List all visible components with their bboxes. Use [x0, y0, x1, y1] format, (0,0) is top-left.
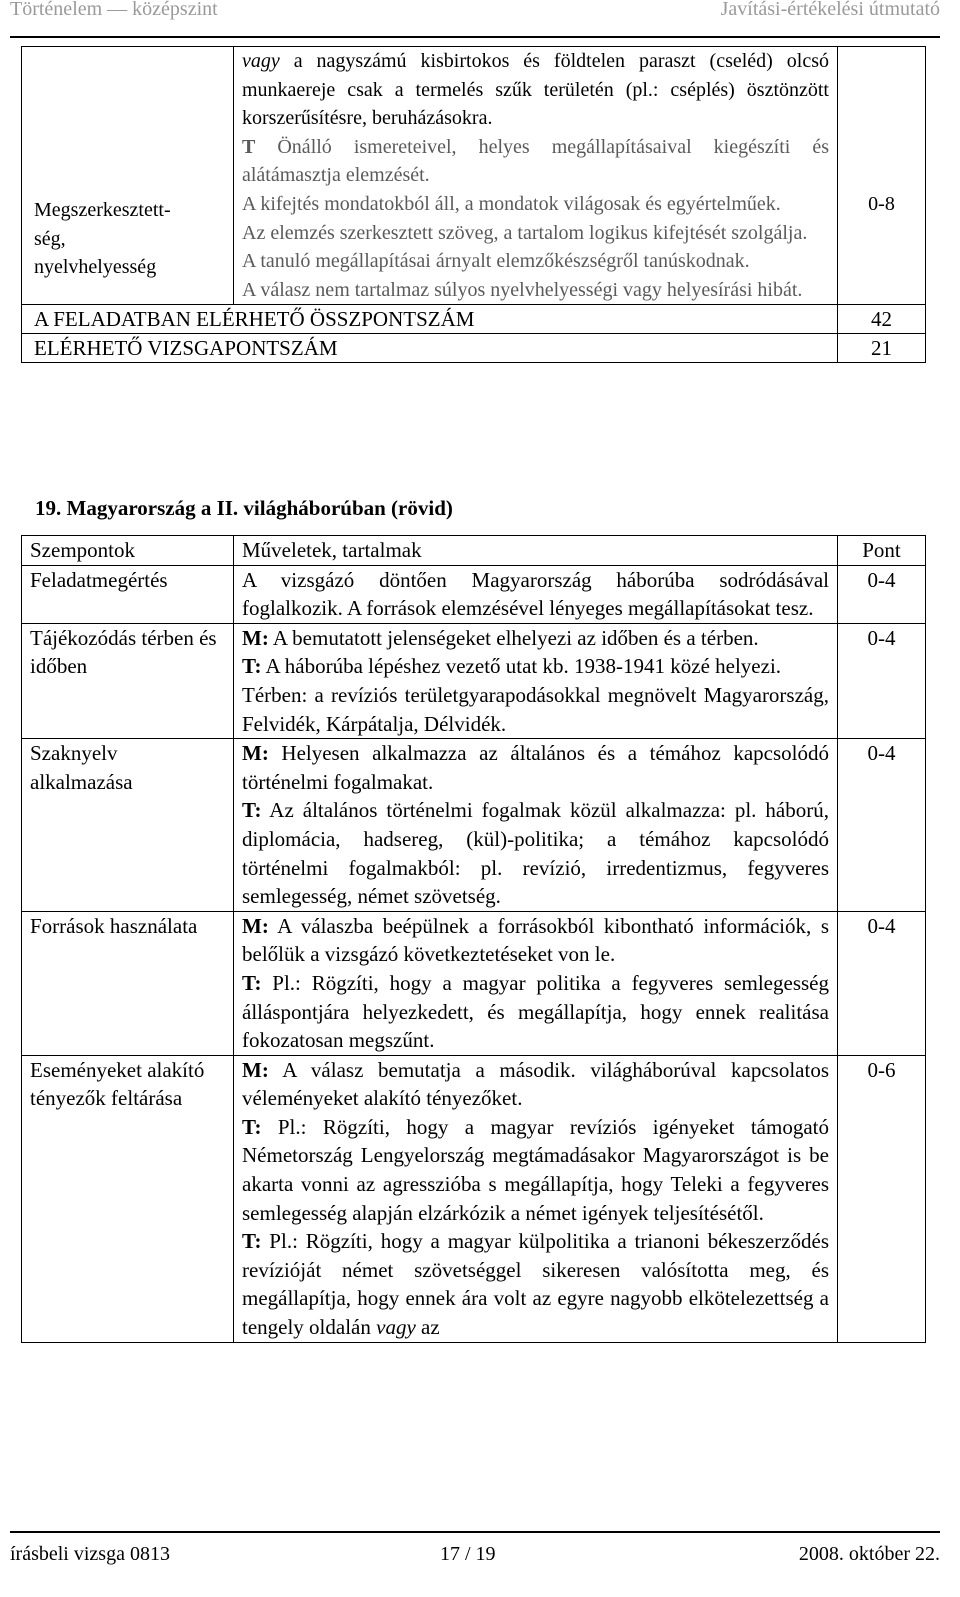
- content-paragraph: A vizsgázó döntően Magyarország háborúba sodródásával foglalkozik. A források elemzésével lényeges megállapításokat tesz.: [242, 567, 829, 621]
- content-paragraph: [242, 969, 829, 1055]
- criterion-item: Az elemzés szerkesztett szöveg, a tartalom logikus kifejtését szolgálja.: [242, 221, 808, 244]
- criterion-cell: [22, 739, 234, 912]
- content-paragraph: [242, 1056, 829, 1113]
- content-text: Helyesen alkalmazza az általános és a témához kapcsolódó történelmi fogalmakat.: [242, 741, 829, 794]
- criterion-label-line: Megszerkesztett-: [34, 198, 171, 221]
- table-row: [22, 565, 926, 623]
- max-task-points-label: A FELADATBAN ELÉRHETŐ ÖSSZPONTSZÁM: [34, 307, 475, 332]
- table-row: [22, 1055, 926, 1342]
- content-cell: [234, 911, 838, 1055]
- level-t-label: T:: [242, 798, 262, 823]
- answer-paragraph: [242, 47, 829, 133]
- footer-rule: [10, 1531, 940, 1533]
- level-t-label: T:: [242, 654, 262, 679]
- criterion-label: [22, 190, 234, 305]
- level-m-label: M:: [242, 913, 269, 938]
- section-title: 19. Magyarország a II. világháborúban (rövid): [35, 496, 453, 520]
- max-task-points-value: 42: [871, 307, 892, 332]
- points-value: 0-8: [868, 192, 895, 215]
- table-row: [22, 739, 926, 912]
- content-text: Az általános történelmi fogalmak közül alkalmazza: pl. háború, diplomácia, hadsereg, (kül)-politika; a témához kapcsolódó történelmi fogalmakból: pl. revízió, irredentizmus, fegyveres semlegesség, német szövetség.: [242, 798, 829, 909]
- criterion-cell: [22, 911, 234, 1055]
- empty-cell: [22, 47, 234, 190]
- content-text: az: [415, 1315, 440, 1340]
- answer-paragraph: [242, 133, 829, 190]
- level-m-label: M:: [242, 1057, 269, 1082]
- content-text: A válaszba beépülnek a forrásokból kibontható információk, s belőlük a vizsgázó következtetéseket von le.: [242, 913, 829, 967]
- level-t-label: T: [242, 135, 256, 158]
- table-row: [22, 623, 926, 738]
- empty-points-cell: [838, 47, 926, 190]
- points-cell: [838, 190, 926, 305]
- level-m-label: M:: [242, 741, 269, 766]
- column-header-criteria: Szempontok: [30, 538, 135, 562]
- answer-text: [234, 47, 838, 190]
- content-paragraph: [242, 1227, 829, 1341]
- level-m-label: M:: [242, 625, 269, 650]
- column-header-operations: Műveletek, tartalmak: [242, 538, 422, 562]
- content-text: Pl.: Rögzíti, hogy a magyar politika a fegyveres semlegesség álláspontjára helyezkedett, és megállapítja, hogy ennek realitása fokozatosan megszűnt.: [242, 970, 829, 1053]
- criterion-label-line: ség,: [34, 227, 66, 250]
- footer-exam-code: írásbeli vizsga 0813: [10, 1543, 170, 1565]
- sum-value-cell: [838, 334, 926, 363]
- content-text: A bemutatott jelenségeket elhelyezi az időben és a térben.: [268, 625, 759, 650]
- points-value: 0-4: [867, 625, 896, 650]
- content-paragraph: [242, 912, 829, 969]
- criterion-name: Források használata: [30, 913, 198, 938]
- points-cell: [838, 911, 926, 1055]
- points-cell: [838, 623, 926, 738]
- answer-text-2: Önálló ismereteivel, helyes megállapításaival kiegészíti és alátámasztja elemzését.: [242, 135, 829, 187]
- header-cell: [838, 536, 926, 566]
- column-header-points: Pont: [862, 538, 901, 562]
- exam-points-label: ELÉRHETŐ VIZSGAPONTSZÁM: [34, 336, 338, 361]
- content-text: Pl.: Rögzíti, hogy a magyar revíziós igényeket támogató Németország Lengyelország megtámadásakor Magyarországot is be akarta vonni az agresszióba s megállapítja, hogy Teleki a fegyveres semlegesség alapján elzárkózik a német igények teljesítésétől.: [242, 1114, 829, 1225]
- points-cell: [838, 565, 926, 623]
- footer-page-number: 17 / 19: [440, 1543, 496, 1565]
- criterion-name: Tájékozódás térben és időben: [30, 625, 217, 679]
- criterion-cell: [22, 623, 234, 738]
- criterion-cell: [22, 1055, 234, 1342]
- header-cell: [234, 536, 838, 566]
- header-cell: [22, 536, 234, 566]
- criterion-table: [21, 46, 926, 363]
- content-paragraph: [242, 739, 829, 796]
- content-cell: [234, 1055, 838, 1342]
- criterion-name: Eseményeket alakító tényezők feltárása: [30, 1057, 205, 1111]
- sum-label-cell: [22, 305, 838, 334]
- content-cell: [234, 739, 838, 912]
- header-subject: Történelem — középszint: [10, 0, 218, 20]
- footer-date: 2008. október 22.: [798, 1543, 940, 1565]
- content-paragraph: [242, 1113, 829, 1227]
- level-t-label: T:: [242, 970, 262, 995]
- content-paragraph: [242, 796, 829, 910]
- criterion-name: Feladatmegértés: [30, 567, 168, 592]
- sum-label-cell: [22, 334, 838, 363]
- points-cell: [838, 1055, 926, 1342]
- page-header: [10, 0, 940, 36]
- criterion-item: A kifejtés mondatokból áll, a mondatok világosak és egyértelműek.: [242, 192, 781, 215]
- criterion-name: Szaknyelv alkalmazása: [30, 741, 133, 794]
- level-t-label: T:: [242, 1114, 262, 1139]
- points-cell: [838, 739, 926, 912]
- content-paragraph: [242, 624, 829, 653]
- points-value: 0-6: [867, 1057, 896, 1082]
- points-value: 0-4: [867, 913, 896, 938]
- answer-text-1: a nagyszámú kisbirtokos és földtelen paraszt (cseléd) olcsó munkaereje csak a termelés szűk területén (pl.: cséplés) ösztönzött korszerűsítésre, beruházásokra.: [242, 50, 829, 130]
- points-value: 0-4: [867, 567, 896, 592]
- table-row: [22, 911, 926, 1055]
- exam-points-value: 21: [871, 336, 892, 361]
- header-rule: [10, 36, 940, 38]
- level-t-label: T:: [242, 1229, 262, 1254]
- content-paragraph: Térben: a revíziós területgyarapodásokkal megnövelt Magyarország, Felvidék, Kárpátalja, Délvidék.: [242, 682, 829, 736]
- criterion-item: A tanuló megállapításai árnyalt elemzőkészségről tanúskodnak.: [242, 250, 750, 273]
- points-value: 0-4: [867, 741, 896, 766]
- content-text: A válasz bemutatja a második. világháborúval kapcsolatos véleményeket alakító tényezőket.: [242, 1057, 829, 1111]
- sum-value-cell: [838, 305, 926, 334]
- criterion-cell: [22, 565, 234, 623]
- criterion-label-line: nyelvhelyesség: [34, 256, 157, 279]
- content-paragraph: [242, 652, 829, 681]
- content-cell: [234, 565, 838, 623]
- criterion-item: A válasz nem tartalmaz súlyos nyelvhelyességi vagy helyesírási hibát.: [242, 278, 803, 301]
- emphasis-vagy: vagy: [242, 50, 280, 72]
- content-text: Pl.: Rögzíti, hogy a magyar külpolitika a trianoni békeszerződés revízióját német szövetséggel sikeresen valósította meg, és megállapítja, hogy ennek ára volt az egyre nagyobb elkötelezettség a tengely oldalán: [242, 1229, 829, 1340]
- emphasis-vagy: vagy: [376, 1315, 416, 1340]
- header-doc-type: Javítási-értékelési útmutató: [720, 0, 940, 20]
- content-cell: [234, 623, 838, 738]
- main-table: [21, 535, 926, 1343]
- content-text: A háborúba lépéshez vezető utat kb. 1938-1941 közé helyezi.: [261, 654, 782, 679]
- criteria-list: [234, 190, 838, 305]
